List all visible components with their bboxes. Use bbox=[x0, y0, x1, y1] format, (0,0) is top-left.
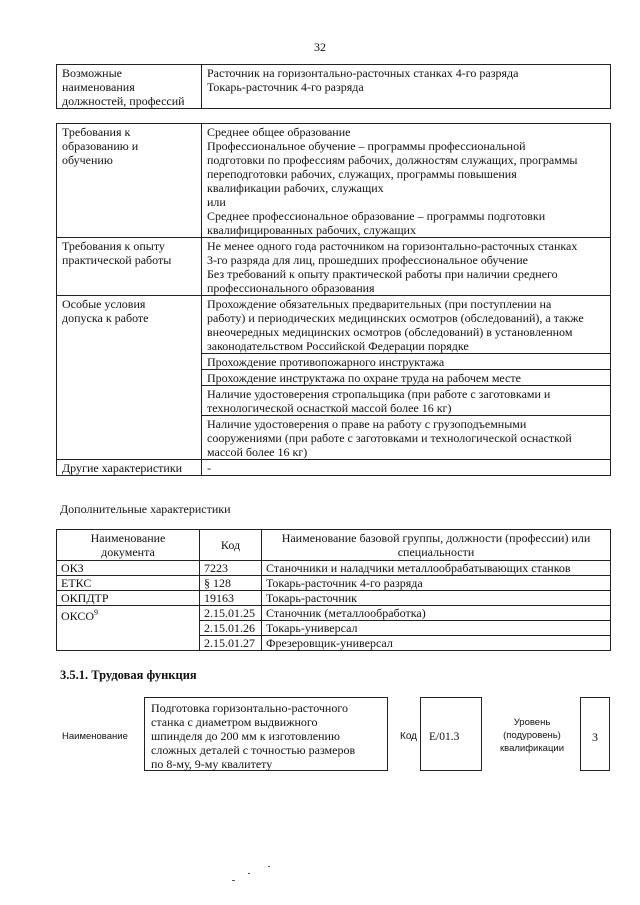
level-label-line: (подуровень) bbox=[503, 730, 561, 741]
header-line: документа bbox=[101, 545, 155, 559]
function-code-label: Код bbox=[400, 731, 418, 742]
label-line: допуска к работе bbox=[62, 311, 149, 325]
function-name-label: Наименование bbox=[62, 731, 128, 742]
value-line: работу) и периодических медицинских осмотров (обследований), а также bbox=[207, 311, 584, 325]
label-line: наименования bbox=[62, 80, 135, 94]
okso-label: ОКСО bbox=[61, 609, 95, 623]
function-name-line: по 8-му, 9-му квалитету bbox=[151, 757, 273, 771]
admission-fire-briefing bbox=[202, 354, 611, 370]
cell-doc-okso bbox=[57, 606, 200, 651]
value-line: Профессиональное обучение – программы профессиональной bbox=[207, 139, 526, 153]
value-line: квалифицированных рабочих, служащих bbox=[207, 223, 416, 237]
value-line: Прохождение инструктажа по охране труда на рабочем месте bbox=[207, 371, 521, 385]
header-line: Наименование базовой группы, должности (профессии) или bbox=[281, 531, 591, 545]
education-value bbox=[202, 124, 611, 238]
value-line: подготовки по профессиям рабочих, должностям служащих, программы bbox=[207, 153, 578, 167]
cell-name: Токарь-расточник bbox=[262, 591, 611, 606]
scan-speck bbox=[268, 866, 270, 867]
qualification-level: 3 bbox=[592, 730, 598, 744]
cell-code: 2.15.01.25 bbox=[200, 606, 262, 621]
table-row bbox=[57, 576, 611, 591]
positions-value bbox=[202, 65, 611, 109]
function-name-line: станка с диаметром выдвижного bbox=[151, 715, 318, 729]
value-line: Расточник на горизонтально-расточных станках 4-го разряда bbox=[207, 66, 519, 80]
table-row bbox=[57, 296, 611, 354]
value-line: - bbox=[207, 461, 211, 475]
cell-name: Станочник (металлообработка) bbox=[262, 606, 611, 621]
experience-label bbox=[57, 238, 202, 296]
label-line: Возможные bbox=[62, 66, 122, 80]
table-row bbox=[57, 238, 611, 296]
value-line: 3-го разряда для лиц, прошедших профессиональное обучение bbox=[207, 253, 528, 267]
label-line: обучению bbox=[62, 153, 113, 167]
header-name bbox=[262, 530, 611, 561]
admission-safety-briefing bbox=[202, 370, 611, 386]
value-line: Наличие удостоверения стропальщика (при работе с заготовками и bbox=[207, 387, 551, 401]
scan-speck bbox=[248, 873, 250, 874]
label-line: Требования к bbox=[62, 125, 131, 139]
value-line: Прохождение противопожарного инструктажа bbox=[207, 355, 445, 369]
cell-name: Фрезеровщик-универсал bbox=[262, 636, 611, 651]
education-label bbox=[57, 124, 202, 238]
header-document bbox=[57, 530, 200, 561]
scan-speck bbox=[232, 880, 235, 881]
header-line: специальности bbox=[397, 545, 475, 559]
table-row bbox=[57, 65, 611, 109]
cell-code: 7223 bbox=[200, 561, 262, 576]
label-line: Требования к опыту bbox=[62, 239, 165, 253]
cell-code: 2.15.01.26 bbox=[200, 621, 262, 636]
experience-value bbox=[202, 238, 611, 296]
label-line: Другие характеристики bbox=[62, 461, 183, 475]
value-line: Среднее профессиональное образование – программы подготовки bbox=[207, 209, 546, 223]
label-line: образованию и bbox=[62, 139, 139, 153]
table-header-row bbox=[57, 530, 611, 561]
cell-name: Токарь-расточник 4-го разряда bbox=[262, 576, 611, 591]
header-line: Наименование bbox=[90, 531, 166, 545]
cell-doc: ОКПДТР bbox=[57, 591, 200, 606]
cell-doc: ЕТКС bbox=[57, 576, 200, 591]
header-code: Код bbox=[200, 530, 262, 561]
value-line: профессионального образования bbox=[207, 281, 375, 295]
admission-medical bbox=[202, 296, 611, 354]
value-line: массой более 16 кг) bbox=[207, 445, 308, 459]
admission-label bbox=[57, 296, 202, 460]
labor-function-heading: 3.5.1. Трудовая функция bbox=[60, 668, 197, 682]
additional-table bbox=[56, 529, 611, 651]
label-line: Особые условия bbox=[62, 297, 146, 311]
cell-name: Токарь-универсал bbox=[262, 621, 611, 636]
value-line: Наличие удостоверения о праве на работу с грузоподъемными bbox=[207, 417, 527, 431]
level-label-line: квалификации bbox=[499, 743, 565, 754]
value-line: Среднее общее образование bbox=[207, 125, 351, 139]
function-code: E/01.3 bbox=[429, 731, 460, 743]
function-name-box bbox=[144, 697, 388, 771]
admission-slinger-certificate bbox=[202, 386, 611, 416]
value-line: или bbox=[207, 195, 226, 209]
value-line: Прохождение обязательных предварительных (при поступлении на bbox=[207, 297, 552, 311]
label-line: практической работы bbox=[62, 253, 172, 267]
cell-name: Станочники и наладчики металлообрабатывающих станков bbox=[262, 561, 611, 576]
function-name-line: сложных деталей с точностью размеров bbox=[151, 743, 356, 757]
requirements-table bbox=[56, 123, 611, 476]
table-row bbox=[57, 591, 611, 606]
page-number: 32 bbox=[314, 40, 326, 54]
additional-title: Дополнительные характеристики bbox=[60, 502, 231, 516]
admission-lifting-certificate bbox=[202, 416, 611, 460]
other-label bbox=[57, 460, 202, 476]
table-row bbox=[57, 460, 611, 476]
qualification-level-label bbox=[490, 716, 574, 755]
positions-label bbox=[57, 65, 202, 109]
cell-code: § 128 bbox=[200, 576, 262, 591]
other-value bbox=[202, 460, 611, 476]
function-name-line: Подготовка горизонтально-расточного bbox=[151, 701, 348, 715]
value-line: законодательством Российской Федерации порядке bbox=[207, 339, 469, 353]
table-row bbox=[57, 606, 611, 621]
cell-code: 19163 bbox=[200, 591, 262, 606]
function-code-box bbox=[420, 697, 482, 771]
qualification-level-box bbox=[580, 697, 610, 771]
footnote-marker: 9 bbox=[94, 608, 99, 617]
value-line: Не менее одного года расточником на горизонтально-расточных станках bbox=[207, 239, 578, 253]
value-line: технологической оснасткой массой более 16 кг) bbox=[207, 401, 452, 415]
function-name-line: шпинделя до 200 мм к изготовлению bbox=[151, 729, 340, 743]
cell-code: 2.15.01.27 bbox=[200, 636, 262, 651]
positions-table bbox=[56, 64, 611, 109]
value-line: Без требований к опыту практической работы при наличии среднего bbox=[207, 267, 558, 281]
table-row bbox=[57, 561, 611, 576]
value-line: сооружениями (при работе с заготовками и технологической оснасткой bbox=[207, 431, 572, 445]
label-line: должностей, профессий bbox=[62, 94, 185, 108]
value-line: переподготовки рабочих, служащих, программы повышения bbox=[207, 167, 517, 181]
value-line: внеочередных медицинских осмотров (обследований) в установленном bbox=[207, 325, 573, 339]
value-line: Токарь-расточник 4-го разряда bbox=[207, 80, 364, 94]
value-line: квалификации рабочих, служащих bbox=[207, 181, 384, 195]
level-label-line: Уровень bbox=[513, 717, 551, 728]
cell-doc: ОКЗ bbox=[57, 561, 200, 576]
table-row bbox=[57, 124, 611, 238]
